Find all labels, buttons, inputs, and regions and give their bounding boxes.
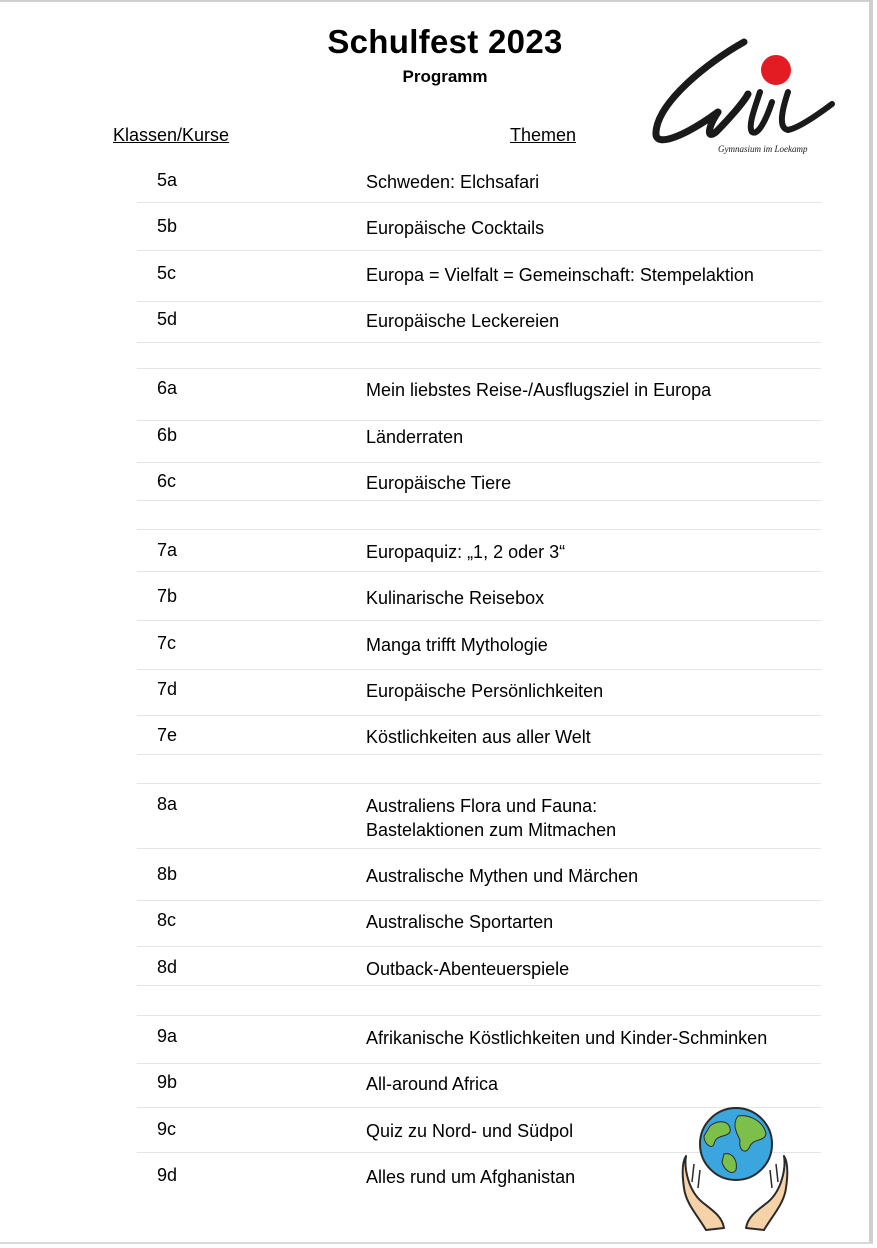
row-divider	[137, 946, 821, 947]
row-divider	[137, 1063, 821, 1064]
class-label: 9a	[157, 1026, 178, 1046]
class-label: 7c	[157, 633, 177, 653]
class-label: 9c	[157, 1119, 177, 1139]
row-divider	[137, 342, 821, 343]
class-label: 6a	[157, 378, 178, 398]
column-header-topics: Themen	[510, 125, 577, 145]
logo-dot	[761, 55, 791, 85]
topic-label	[366, 794, 616, 842]
topic-label: All-around Africa	[366, 1074, 499, 1094]
topic-label: Australische Sportarten	[366, 912, 554, 932]
column-header-classes: Klassen/Kurse	[113, 125, 230, 145]
row-divider	[137, 669, 821, 670]
topic-label: Afrikanische Köstlichkeiten und Kinder-Schminken	[366, 1028, 768, 1048]
page-subtitle: Programm	[402, 67, 488, 86]
class-label: 5b	[157, 216, 178, 236]
row-divider	[137, 985, 821, 986]
row-divider	[137, 754, 821, 755]
class-label: 7d	[157, 679, 178, 699]
topic-label: Europäische Persönlichkeiten	[366, 681, 604, 701]
row-divider	[137, 715, 821, 716]
topic-label: Europaquiz: „1, 2 oder 3“	[366, 542, 566, 562]
topic-label: Europäische Tiere	[366, 473, 512, 493]
class-label: 5a	[157, 170, 178, 190]
row-divider	[137, 848, 821, 849]
row-divider	[137, 420, 821, 421]
topic-label: Länderraten	[366, 427, 464, 447]
class-label: 8a	[157, 794, 178, 814]
topic-label: Europäische Leckereien	[366, 311, 560, 331]
logo-caption: Gymnasium im Loekamp	[718, 144, 808, 154]
globe-in-hands-icon	[680, 1104, 790, 1232]
row-divider	[137, 368, 821, 369]
school-logo	[648, 32, 838, 160]
row-divider	[137, 250, 821, 251]
class-label: 9b	[157, 1072, 178, 1092]
topic-line-2: Bastelaktionen zum Mitmachen	[366, 820, 617, 840]
row-divider	[137, 462, 821, 463]
row-divider	[137, 900, 821, 901]
class-label: 7b	[157, 586, 178, 606]
class-label: 7e	[157, 725, 178, 745]
topic-label: Outback-Abenteuerspiele	[366, 959, 570, 979]
class-label: 5c	[157, 263, 177, 283]
topic-label: Europa = Vielfalt = Gemeinschaft: Stempelaktion	[366, 265, 754, 285]
page-title: Schulfest 2023	[327, 23, 563, 60]
row-divider	[137, 301, 821, 302]
topic-line-1: Australiens Flora und Fauna:	[366, 796, 598, 816]
topic-label: Schweden: Elchsafari	[366, 172, 540, 192]
class-label: 8b	[157, 864, 178, 884]
row-divider	[137, 1015, 821, 1016]
row-divider	[137, 571, 821, 572]
topic-label: Europäische Cocktails	[366, 218, 545, 238]
row-divider	[137, 202, 821, 203]
topic-label: Kulinarische Reisebox	[366, 588, 545, 608]
row-divider	[137, 620, 821, 621]
topic-label: Manga trifft Mythologie	[366, 635, 548, 655]
row-divider	[137, 783, 821, 784]
class-label: 8c	[157, 910, 177, 930]
class-label: 7a	[157, 540, 178, 560]
topic-label: Australische Mythen und Märchen	[366, 866, 639, 886]
class-label: 5d	[157, 309, 178, 329]
class-label: 6c	[157, 471, 177, 491]
topic-label: Alles rund um Afghanistan	[366, 1167, 576, 1187]
class-label: 8d	[157, 957, 178, 977]
topic-label: Köstlichkeiten aus aller Welt	[366, 727, 591, 747]
topic-label: Mein liebstes Reise-/Ausflugsziel in Europa	[366, 380, 712, 400]
topic-label: Quiz zu Nord- und Südpol	[366, 1121, 574, 1141]
class-label: 6b	[157, 425, 178, 445]
row-divider	[137, 529, 821, 530]
class-label: 9d	[157, 1165, 178, 1185]
row-divider	[137, 500, 821, 501]
